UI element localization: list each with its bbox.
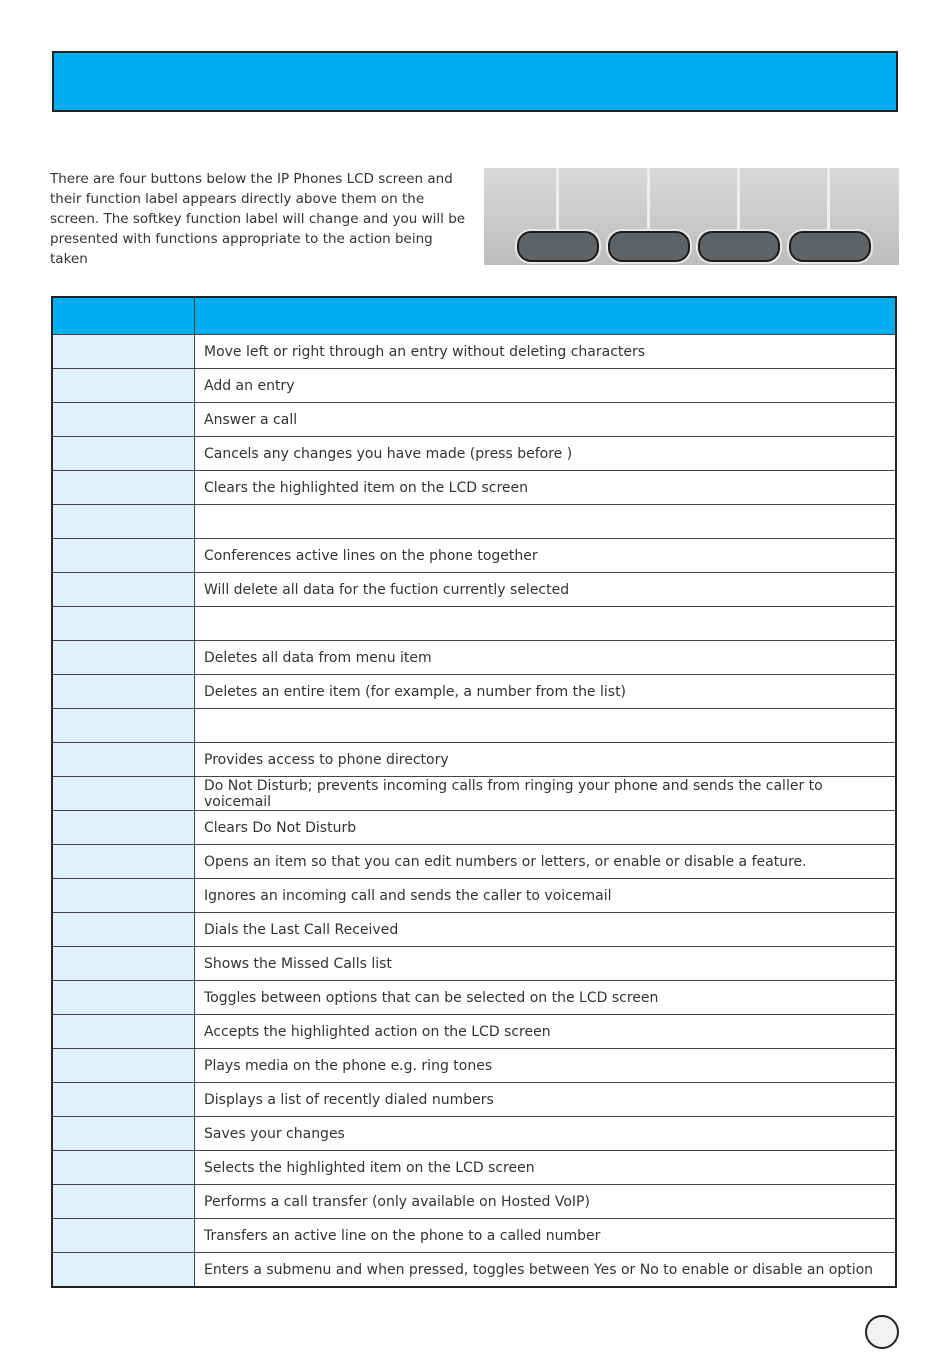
header-function bbox=[195, 297, 897, 335]
softkey-name-cell bbox=[52, 981, 195, 1015]
softkey-description: Opens an item so that you can edit numbers or letters, or enable or disable a feature. bbox=[195, 845, 897, 879]
softkey-description: Transfers an active line on the phone to a called number bbox=[195, 1219, 897, 1253]
softkey-name-cell bbox=[52, 777, 195, 811]
table-row bbox=[52, 335, 896, 369]
softkey-description: Saves your changes bbox=[195, 1117, 897, 1151]
softkey-description: Add an entry bbox=[195, 369, 897, 403]
table-row bbox=[52, 811, 896, 845]
table-row bbox=[52, 1151, 896, 1185]
table-row bbox=[52, 1185, 896, 1219]
softkey-description: Plays media on the phone e.g. ring tones bbox=[195, 1049, 897, 1083]
softkey-description: Clears the highlighted item on the LCD screen bbox=[195, 471, 897, 505]
softkey-description: Answer a call bbox=[195, 403, 897, 437]
softkey-description: Performs a call transfer (only available on Hosted VoIP) bbox=[195, 1185, 897, 1219]
table-row bbox=[52, 1219, 896, 1253]
table-row bbox=[52, 709, 896, 743]
table-row bbox=[52, 981, 896, 1015]
table-row bbox=[52, 675, 896, 709]
table-row bbox=[52, 879, 896, 913]
softkey-description bbox=[195, 709, 897, 743]
table-row bbox=[52, 641, 896, 675]
label-line bbox=[737, 168, 740, 230]
table-row bbox=[52, 437, 896, 471]
softkey-name-cell bbox=[52, 1253, 195, 1288]
softkey-description: Clears Do Not Disturb bbox=[195, 811, 897, 845]
softkey-1 bbox=[517, 231, 599, 262]
table-row bbox=[52, 913, 896, 947]
softkey-name-cell bbox=[52, 403, 195, 437]
softkey-name-cell bbox=[52, 709, 195, 743]
softkey-name-cell bbox=[52, 1117, 195, 1151]
table-row bbox=[52, 539, 896, 573]
softkey-description: Deletes all data from menu item bbox=[195, 641, 897, 675]
table-row bbox=[52, 403, 896, 437]
softkey-description: Ignores an incoming call and sends the caller to voicemail bbox=[195, 879, 897, 913]
softkey-description: Provides access to phone directory bbox=[195, 743, 897, 777]
softkey-name-cell bbox=[52, 335, 195, 369]
title-banner bbox=[52, 51, 898, 112]
softkey-description: Cancels any changes you have made (press before ) bbox=[195, 437, 897, 471]
softkey-name-cell bbox=[52, 1015, 195, 1049]
softkey-description: Do Not Disturb; prevents incoming calls from ringing your phone and sends the caller to voicemail bbox=[195, 777, 897, 811]
softkey-name-cell bbox=[52, 845, 195, 879]
softkey-table bbox=[51, 296, 897, 1288]
softkey-name-cell bbox=[52, 505, 195, 539]
table-row bbox=[52, 369, 896, 403]
softkey-description: Toggles between options that can be selected on the LCD screen bbox=[195, 981, 897, 1015]
table-row bbox=[52, 845, 896, 879]
softkey-buttons-photo bbox=[484, 168, 899, 265]
softkey-name-cell bbox=[52, 1185, 195, 1219]
label-line bbox=[827, 168, 830, 230]
softkey-description: Accepts the highlighted action on the LCD screen bbox=[195, 1015, 897, 1049]
table-row bbox=[52, 1049, 896, 1083]
table-row bbox=[52, 1117, 896, 1151]
label-line bbox=[647, 168, 650, 230]
page-number-circle bbox=[865, 1315, 899, 1349]
softkey-name-cell bbox=[52, 1151, 195, 1185]
softkey-name-cell bbox=[52, 369, 195, 403]
table-row bbox=[52, 1083, 896, 1117]
table-row bbox=[52, 743, 896, 777]
softkey-description: Enters a submenu and when pressed, toggles between Yes or No to enable or disable an option bbox=[195, 1253, 897, 1288]
softkey-name-cell bbox=[52, 539, 195, 573]
softkey-name-cell bbox=[52, 1049, 195, 1083]
softkey-name-cell bbox=[52, 947, 195, 981]
softkey-description: Conferences active lines on the phone together bbox=[195, 539, 897, 573]
table-row bbox=[52, 505, 896, 539]
softkey-name-cell bbox=[52, 641, 195, 675]
softkey-description: Deletes an entire item (for example, a number from the list) bbox=[195, 675, 897, 709]
softkey-name-cell bbox=[52, 1219, 195, 1253]
softkey-name-cell bbox=[52, 811, 195, 845]
softkey-description: Dials the Last Call Received bbox=[195, 913, 897, 947]
table-row bbox=[52, 607, 896, 641]
table-row bbox=[52, 947, 896, 981]
softkey-description bbox=[195, 505, 897, 539]
softkey-name-cell bbox=[52, 879, 195, 913]
softkey-description: Will delete all data for the fuction currently selected bbox=[195, 573, 897, 607]
label-line bbox=[556, 168, 559, 230]
softkey-name-cell bbox=[52, 573, 195, 607]
table-row bbox=[52, 1015, 896, 1049]
softkey-3 bbox=[698, 231, 780, 262]
softkey-name-cell bbox=[52, 437, 195, 471]
softkey-name-cell bbox=[52, 471, 195, 505]
table-header bbox=[52, 297, 896, 335]
softkey-description: Shows the Missed Calls list bbox=[195, 947, 897, 981]
softkey-name-cell bbox=[52, 607, 195, 641]
softkey-description: Move left or right through an entry without deleting characters bbox=[195, 335, 897, 369]
intro-text: There are four buttons below the IP Phones LCD screen and their function label appears directly above them on the screen. The softkey function label will change and you will be presented with functions appropriate to the action being taken bbox=[50, 171, 466, 267]
table-row bbox=[52, 573, 896, 607]
table-row bbox=[52, 777, 896, 811]
header-key bbox=[52, 297, 195, 335]
softkey-name-cell bbox=[52, 675, 195, 709]
softkey-4 bbox=[789, 231, 871, 262]
softkey-name-cell bbox=[52, 1083, 195, 1117]
table-row bbox=[52, 1253, 896, 1288]
softkey-2 bbox=[608, 231, 690, 262]
softkey-description: Displays a list of recently dialed numbers bbox=[195, 1083, 897, 1117]
softkey-description: Selects the highlighted item on the LCD screen bbox=[195, 1151, 897, 1185]
table-row bbox=[52, 471, 896, 505]
softkey-description bbox=[195, 607, 897, 641]
softkey-name-cell bbox=[52, 913, 195, 947]
softkey-name-cell bbox=[52, 743, 195, 777]
